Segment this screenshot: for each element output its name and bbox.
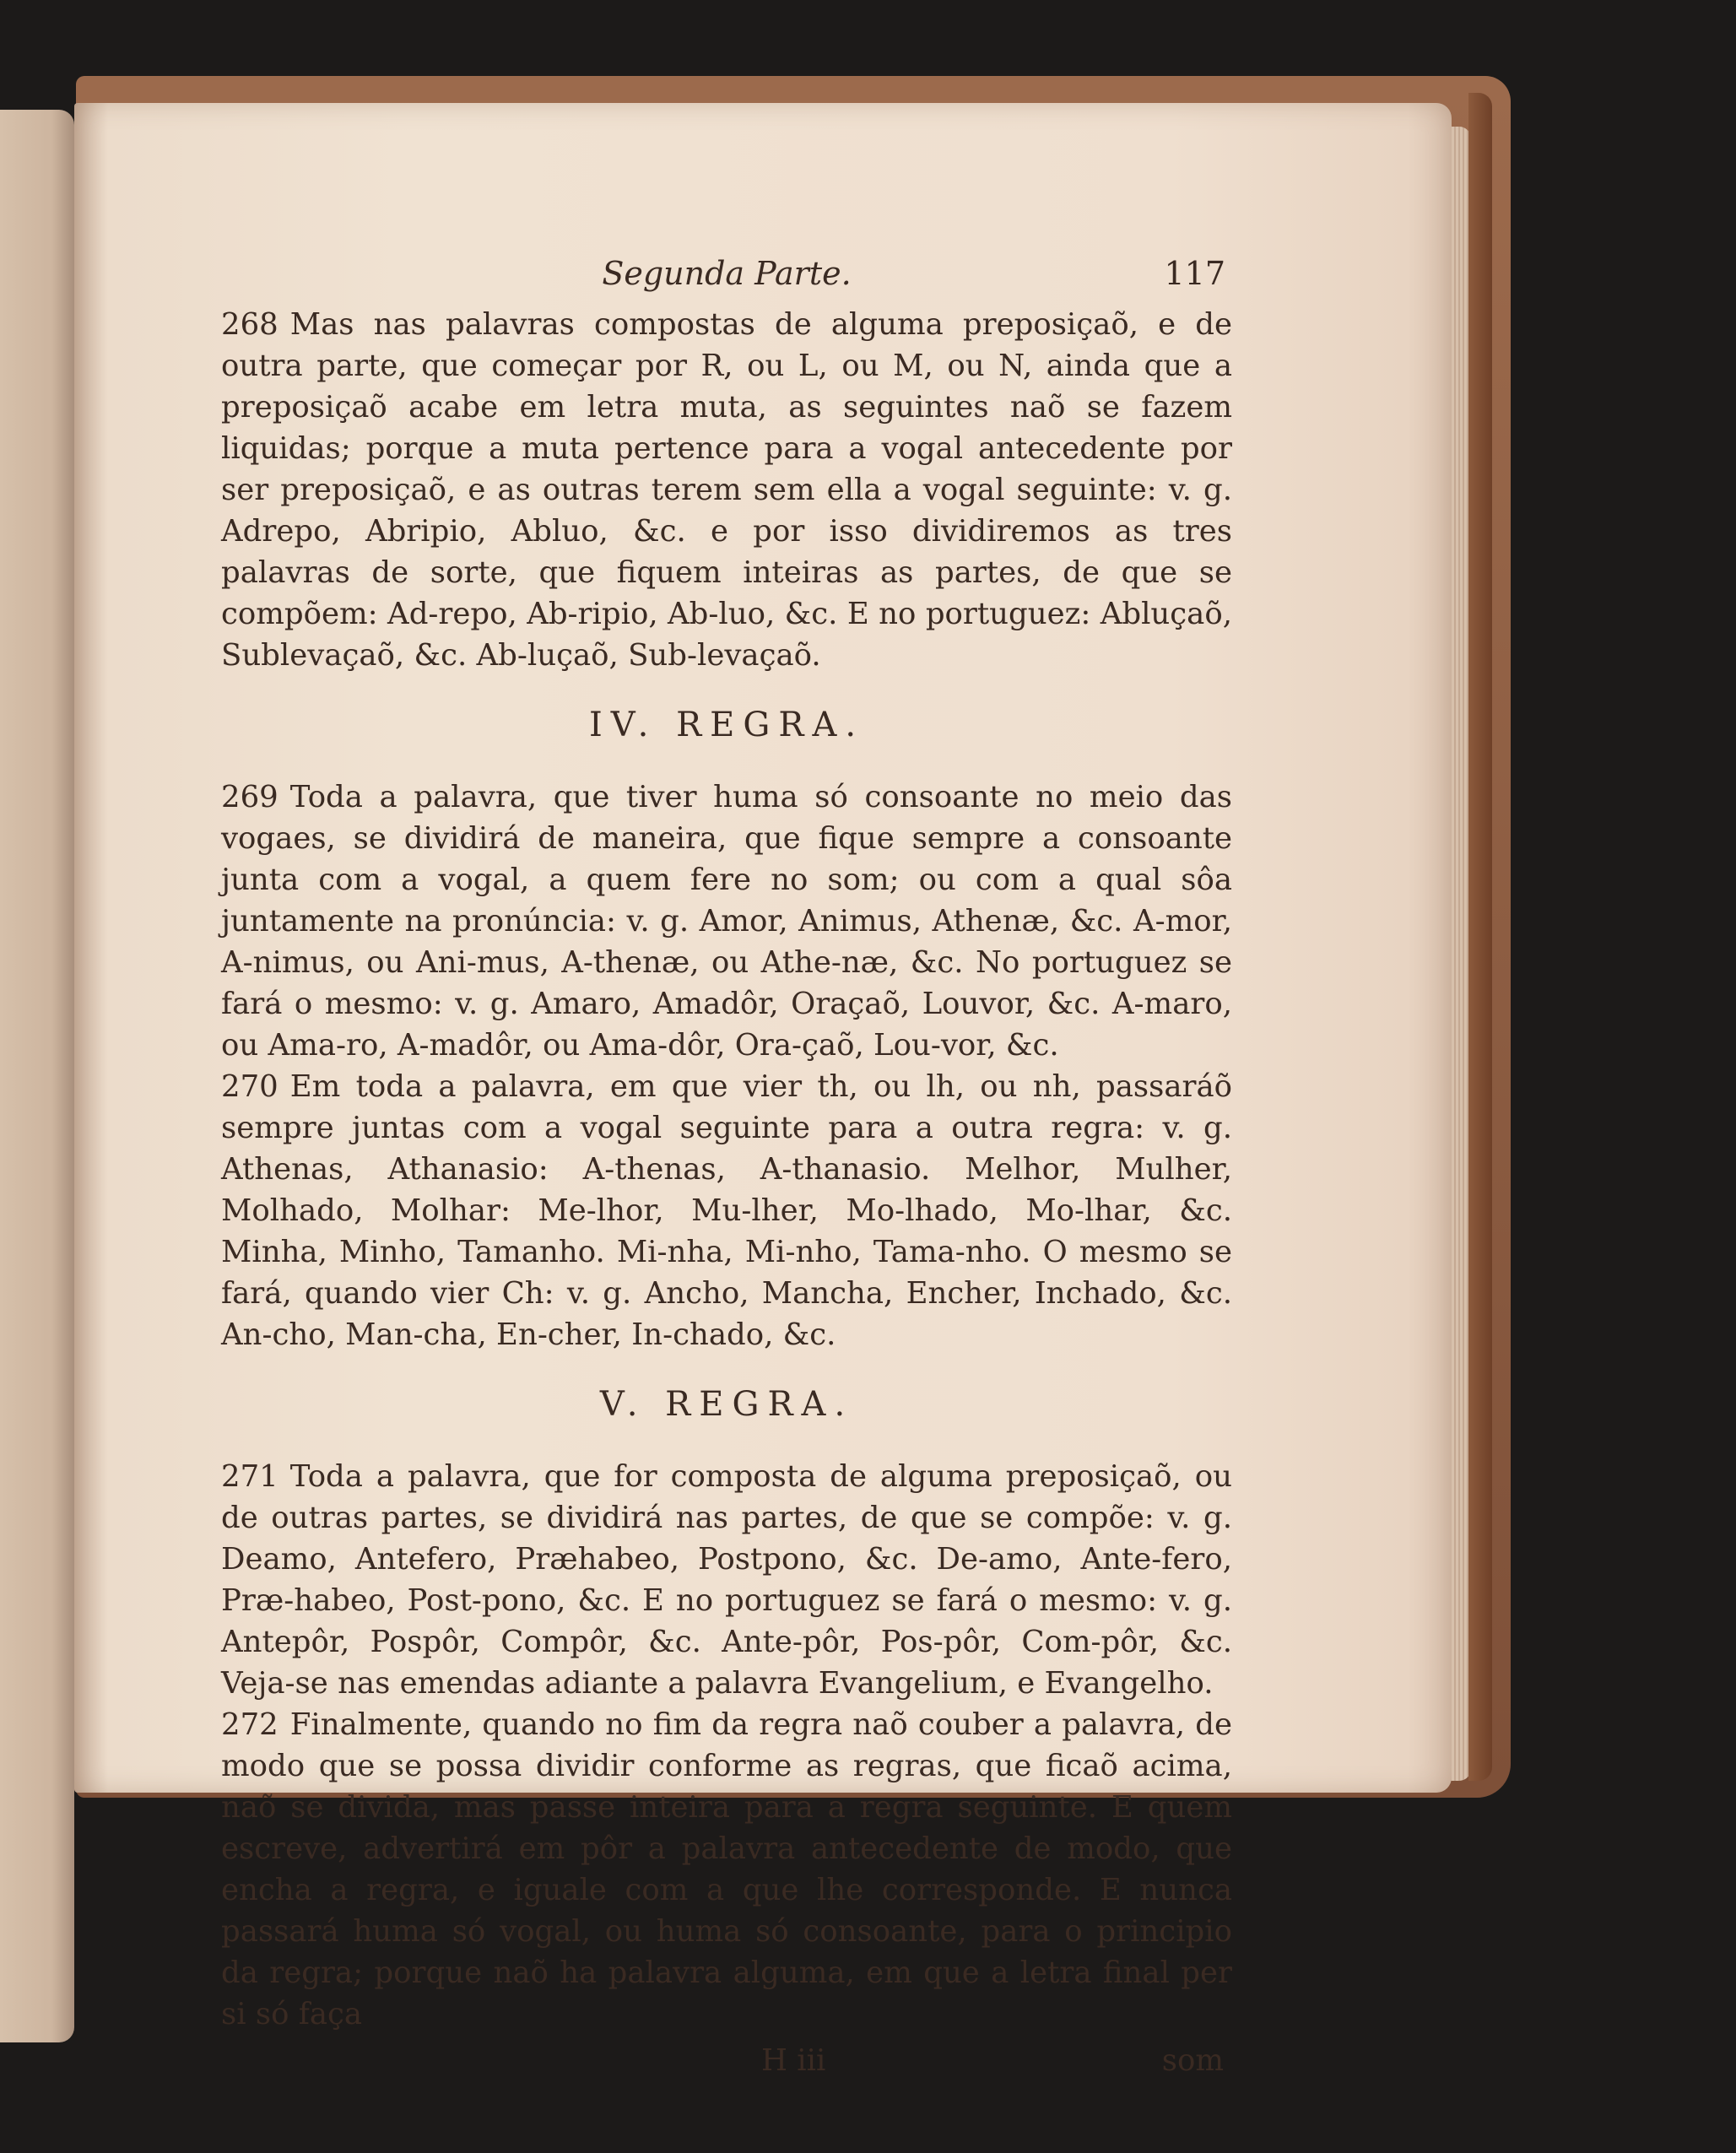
section-heading-v: V. REGRA. [599,1385,854,1424]
paragraph-272 [221,1704,1232,2035]
paragraph-269 [221,776,1232,1066]
signature-mark: H iii [761,2043,826,2078]
paragraph-number: 271 [221,1459,279,1494]
paragraph-text: Finalmente, quando no fim da regra naõ couber a palavra, de modo que se possa dividir conforme as regras, que ficaõ acima, naõ se divida, mas passe inteira para a regra seguinte. E quem escreve, advertirá em pôr a palavra antecedente de modo, que encha a regra, e iguale com a que lhe corresponde. E nunca passará huma só vogal, ou huma só consoante, para o principio da regra; porque naõ ha palavra alguma, em que a letra final per si só faça [221,1707,1232,2031]
section-heading-iv: IV. REGRA. [588,706,865,744]
page-number: 117 [1164,255,1225,292]
paragraph-text: Em toda a palavra, em que vier th, ou lh, ou nh, passaráõ sempre juntas com a vogal seguinte para a outra regra: v. g. Athenas, Athanasio: A-thenas, A-thanasio. Melhor, Mulher, Molhado, Molhar: Me-lhor, Mu-lher, Mo-lhado, Mo-lhar, &c. Minha, Minho, Tamanho. Mi-nha, Mi-nho, Tama-nho. O mesmo se fará, quando vier Ch: v. g. Ancho, Mancha, Encher, Inchado, &c. An-cho, Man-cha, En-cher, In-chado, &c. [221,1069,1232,1352]
paragraph-number: 272 [221,1707,279,1742]
page-footer [221,2040,1232,2082]
paragraph-number: 268 [221,307,279,342]
running-head: Segunda Parte. [602,255,852,292]
paragraph-270 [221,1066,1232,1355]
book-spine [1468,93,1492,1781]
paragraph-text: Toda a palavra, que tiver huma só consoante no meio das vogaes, se dividirá de maneira, que fique sempre a consoante junta com a vogal, a quem fere no som; ou com a qual sôa juntamente na pronúncia: v. g. Amor, Animus, Athenæ, &c. A-mor, A-nimus, ou Ani-mus, A-thenæ, ou Athe-næ, &c. No portuguez se fará o mesmo: v. g. Amaro, Amadôr, Oraçaõ, Louvor, &c. A-maro, ou Ama-ro, A-madôr, ou Ama-dôr, Ora-çaõ, Lou-vor, &c. [221,780,1232,1063]
page-text-block [221,253,1232,2082]
paragraph-number: 269 [221,780,279,814]
left-page-edge [0,110,74,2042]
paragraph-number: 270 [221,1069,279,1104]
paragraph-271 [221,1456,1232,1704]
paragraph-text: Mas nas palavras compostas de alguma preposiçaõ, e de outra parte, que começar por R, ou L, ou M, ou N, ainda que a preposiçaõ acabe em letra muta, as seguintes naõ se fazem liquidas; porque a muta pertence para a vogal antecedente por ser preposiçaõ, e as outras terem sem ella a vogal seguinte: v. g. Adrepo, Abripio, Abluo, &c. e por isso dividiremos as tres palavras de sorte, que fiquem inteiras as partes, de que se compõem: Ad-repo, Ab-ripio, Ab-luo, &c. E no portuguez: Abluçaõ, Sublevaçaõ, &c. Ab-luçaõ, Sub-levaçaõ. [221,307,1232,673]
catchword: som [1161,2043,1224,2078]
paragraph-text: Toda a palavra, que for composta de alguma preposiçaõ, ou de outras partes, se dividirá nas partes, de que se compõe: v. g. Deamo, Antefero, Præhabeo, Postpono, &c. De-amo, Ante-fero, Præ-habeo, Post-pono, &c. E no portuguez se fará o mesmo: v. g. Antepôr, Pospôr, Compôr, &c. Ante-pôr, Pos-pôr, Com-pôr, &c. Veja-se nas emendas adiante a palavra Evangelium, e Evangelho. [221,1459,1232,1701]
page-header [221,253,1232,300]
paragraph-268 [221,304,1232,676]
